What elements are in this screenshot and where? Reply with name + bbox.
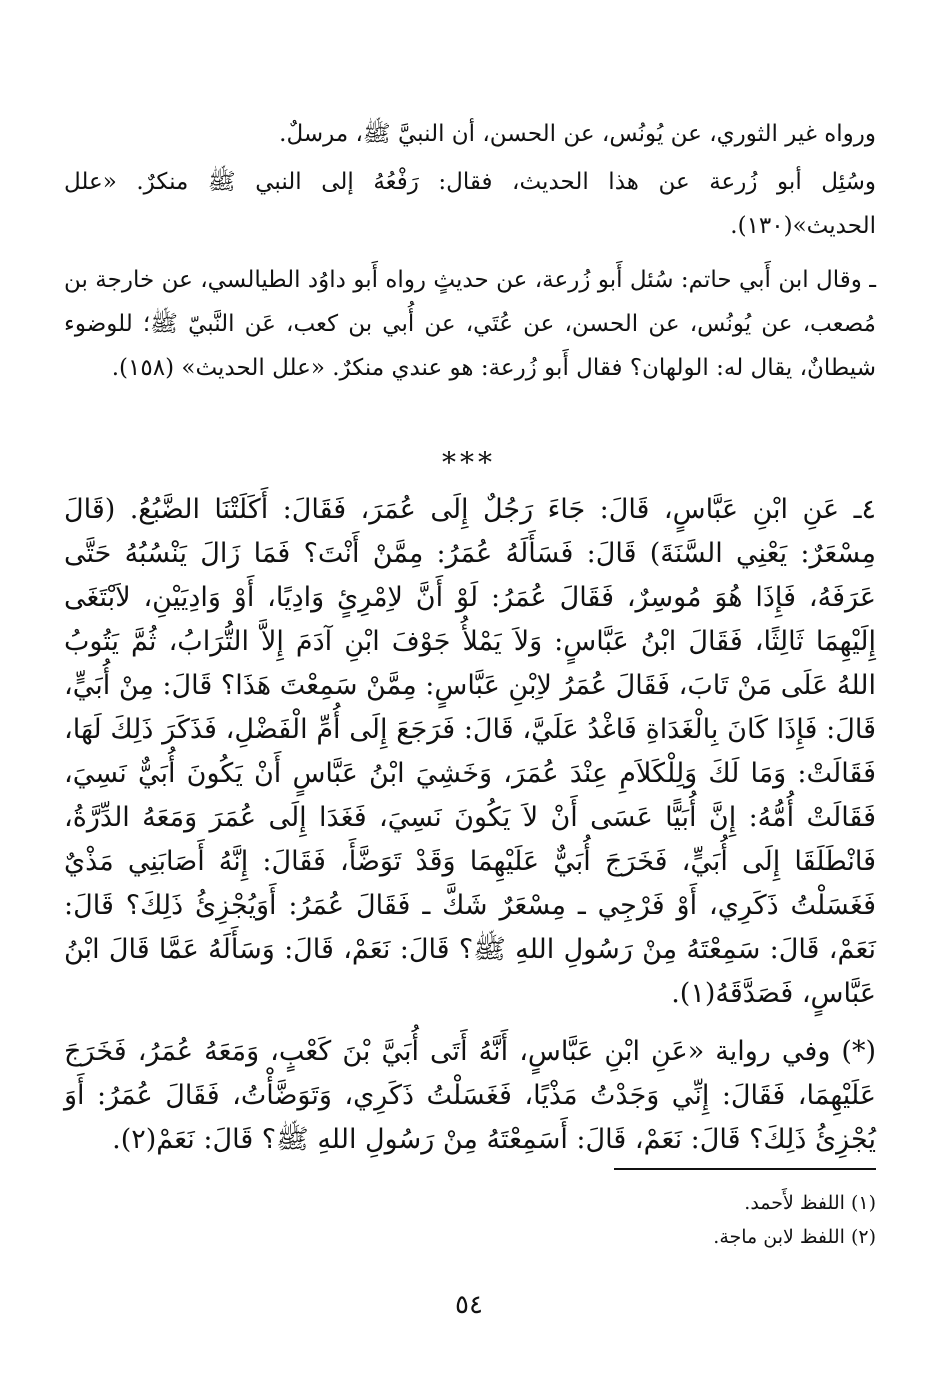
paragraph-mursal-note: ورواه غير الثوري، عن يُونُس، عن الحسن، أن النبيَّ ﷺ، مرسلٌ. [279,121,876,147]
hadith-variant-narration: (*) وفي رواية «عَنِ ابْنِ عَبَّاسٍ، أَنَّهُ أَتَى أُبَيَّ بْنَ كَعْبٍ، وَمَعَهُ عُمَرُ، فَخَرَجَ عَلَيْهِمَا، فَقَالَ: إِنِّي وَجَدْتُ مَذْيًا، فَغَسَلْتُ ذَكَرِي، وَتَوَضَّأْتُ، فَقَالَ عُمَرُ: أَوَ يُجْزِئُ ذَلِكَ؟ قَالَ: نَعَمْ، قَالَ: أَسَمِعْتَهُ مِنْ رَسُولِ اللهِ ﷺ؟ قَالَ: نَعَمْ(٢). [64,1036,876,1155]
footnote-1: (١) اللفظ لأَحمد. [744,1192,876,1214]
paragraph-ibn-abi-hatim-note: ـ وقال ابن أَبي حاتم: سُئل أَبو زُرعة، عن حديثٍ رواه أَبو داوُد الطيالسي، عن خارجة بن مُصعب، عن يُونُس، عن الحسن، عن عُتَي، عن أُبي بن كعب، عَن النَّبيّ ﷺ؛ للوضوء شيطانٌ، يقال له: الولهان؟ فقال أَبو زُرعة: هو عندي منكرٌ. «علل الحديث» (١٥٨). [64,267,876,381]
hadith-text: ٤ـ عَنِ ابْنِ عَبَّاسٍ، قَالَ: جَاءَ رَجُلٌ إِلَى عُمَرَ، فَقَالَ: أَكَلَتْنَا الضَّبُعُ. (قَالَ مِسْعَرٌ: يَعْنِي السَّنَةَ) قَالَ: فَسَأَلَهُ عُمَرُ: مِمَّنْ أَنْتَ؟ فَمَا زَالَ يَنْسُبُهُ حَتَّى عَرَفَهُ، فَإِذَا هُوَ مُوسِرٌ، فَقَالَ عُمَرُ: لَوْ أَنَّ لاِمْرِئٍ وَادِيًا، أَوْ وَادِيَيْنِ، لاَبْتَغَى إِلَيْهِمَا ثَالِثًا، فَقَالَ ابْنُ عَبَّاسٍ: وَلاَ يَمْلأُ جَوْفَ ابْنِ آدَمَ إِلاَّ التُّرَابُ، ثُمَّ يَتُوبُ اللهُ عَلَى مَنْ تَابَ، فَقَالَ عُمَرُ لاِبْنِ عَبَّاسٍ: مِمَّنْ سَمِعْتَ هَذَا؟ قَالَ: مِنْ أُبَيٍّ، قَالَ: فَإِذَا كَانَ بِالْغَدَاةِ فَاغْدُ عَلَيَّ، قَالَ: فَرَجَعَ إِلَى أُمِّ الْفَضْلِ، فَذَكَرَ ذَلِكَ لَهَا، فَقَالَتْ: وَمَا لَكَ وَلِلْكَلاَمِ عِنْدَ عُمَرَ، وَخَشِيَ ابْنُ عَبَّاسٍ أَنْ يَكُونَ أُبَيٌّ نَسِيَ، فَقَالَتْ أُمُّهُ: إِنَّ أُبَيًّا عَسَى أَنْ لاَ يَكُونَ نَسِيَ، فَغَدَا إِلَى عُمَرَ وَمَعَهُ الدِّرَّةُ، فَانْطَلَقَا إِلَى أُبَيٍّ، فَخَرَجَ أُبَيٌّ عَلَيْهِمَا وَقَدْ تَوَضَّأَ، فَقَالَ: إِنَّهُ أَصَابَنِي مَذْيٌ فَغَسَلْتُ ذَكَرِي، أَوْ فَرْجِي ـ مِسْعَرٌ شَكَّ ـ فَقَالَ عُمَرُ: أَوَيُجْزِئُ ذَلِكَ؟ قَالَ: نَعَمْ، قَالَ: سَمِعْتَهُ مِنْ رَسُولِ اللهِ ﷺ؟ قَالَ: نَعَمْ، قَالَ: وَسَأَلَهُ عَمَّا قَالَ ابْنُ عَبَّاسٍ، فَصَدَّقَهُ(١). [64,494,876,1009]
page-number: ٥٤ [455,1290,483,1320]
footnote-divider [614,1168,876,1170]
footnotes [64,1186,876,1254]
section-separator: *** [442,446,496,479]
footnote-2: (٢) اللفظ لابن ماجة. [713,1226,876,1248]
paragraph-abu-zura-note: وسُئِل أبو زُرعة عن هذا الحديث، فقال: رَفْعُهُ إلى النبي ﷺ منكرٌ. «علل الحديث»(١٣٠). [64,169,876,239]
